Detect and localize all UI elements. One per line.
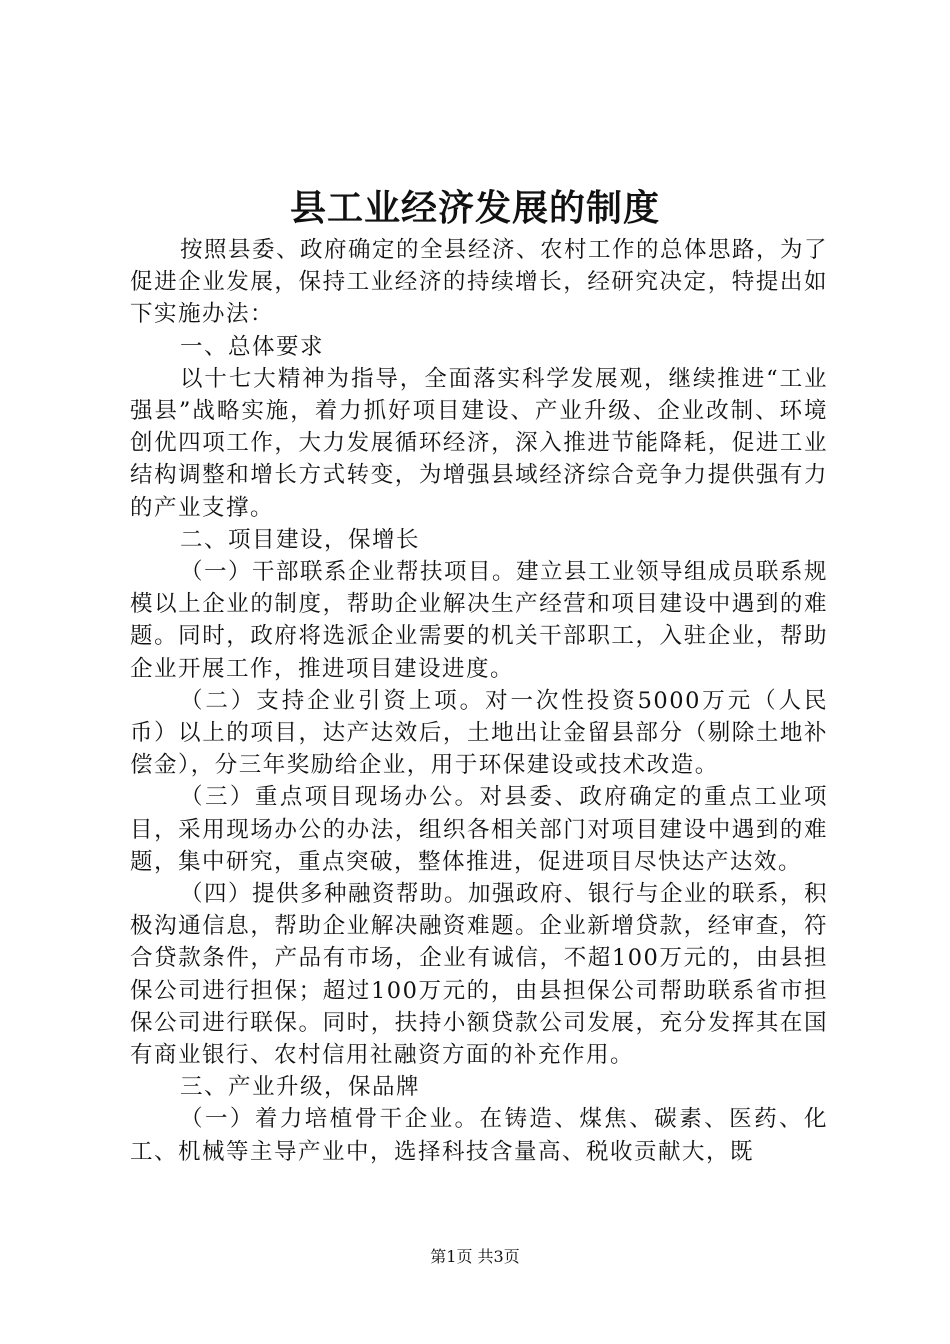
section-heading-2: 二、项目建设，保增长 bbox=[180, 526, 421, 553]
document-body bbox=[130, 234, 828, 1168]
section-2-item-4: （四）提供多种融资帮助。加强政府、银行与企业的联系，积极沟通信息，帮助企业解决融资难题。企业新增贷款，经审查，符合贷款条件，产品有市场，企业有诚信，不超100万元的，由县担保公司进行担保；超过100万元的，由县担保公司帮助联系省市担保公司进行联保。同时，扶持小额贷款公司发展，充分发挥其在国有商业银行、农村信用社融资方面的补充作用。 bbox=[130, 881, 829, 1069]
section-2-item-2: （二）支持企业引资上项。对一次性投资5000万元（人民币）以上的项目，达产达效后，土地出让金留县部分（剔除土地补偿金），分三年奖励给企业，用于环保建设或技术改造。 bbox=[130, 687, 828, 779]
page-footer: 第1页 共3页 bbox=[430, 1247, 520, 1266]
section-1-paragraph: 以十七大精神为指导，全面落实科学发展观，继续推进“工业强县”战略实施，着力抓好项目建设、产业升级、企业改制、环境创优四项工作，大力发展循环经济，深入推进节能降耗，促进工业结构调整和增长方式转变，为增强县域经济综合竞争力提供强有力的产业支撑。 bbox=[130, 365, 828, 521]
document-title: 县工业经济发展的制度 bbox=[289, 187, 660, 229]
intro-paragraph: 按照县委、政府确定的全县经济、农村工作的总体思路，为了促进企业发展，保持工业经济的持续增长，经研究决定，特提出如下实施办法： bbox=[130, 237, 829, 328]
section-2-item-3: （三）重点项目现场办公。对县委、政府确定的重点工业项目，采用现场办公的办法，组织各相关部门对项目建设中遇到的难题，集中研究，重点突破，整体推进，促进项目尽快达产达效。 bbox=[130, 784, 828, 875]
section-3-item-1: （一）着力培植骨干企业。在铸造、煤焦、碳素、医药、化工、机械等主导产业中，选择科技含量高、税收贡献大，既 bbox=[130, 1106, 828, 1165]
section-heading-3: 三、产业升级，保品牌 bbox=[180, 1074, 421, 1101]
section-heading-1: 一、总体要求 bbox=[180, 333, 325, 360]
section-2-item-1: （一）干部联系企业帮扶项目。建立县工业领导组成员联系规模以上企业的制度，帮助企业解决生产经营和项目建设中遇到的难题。同时，政府将选派企业需要的机关干部职工，入驻企业，帮助企业开展工作，推进项目建设进度。 bbox=[130, 559, 829, 682]
